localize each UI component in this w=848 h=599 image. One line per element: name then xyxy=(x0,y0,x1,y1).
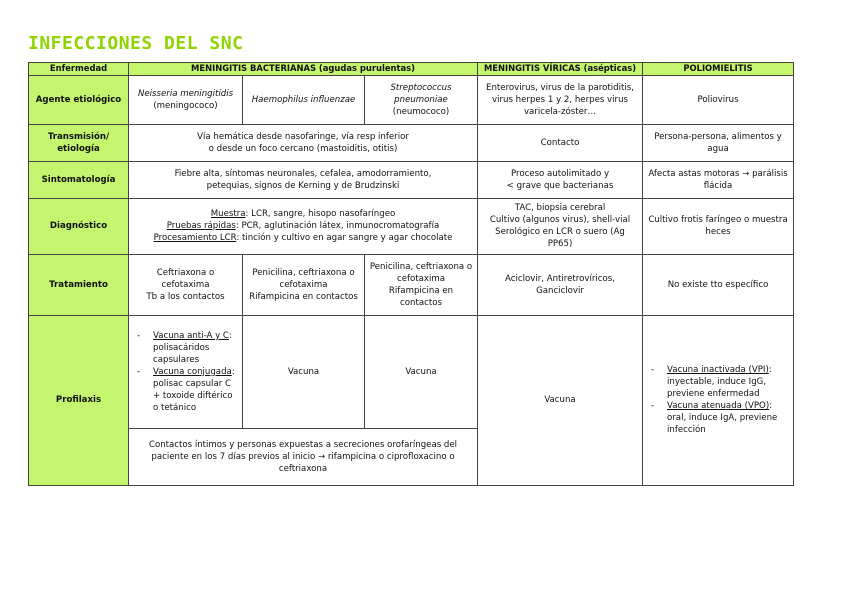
cell-profilaxis-viricas: Vacuna xyxy=(478,315,643,485)
haemophilus-name: Haemophilus influenzae xyxy=(251,94,356,105)
cell-agente-strepto xyxy=(365,75,478,124)
vacuna-conjugada-label: Vacuna conjugada xyxy=(153,366,232,377)
procesamiento-label: Procesamiento LCR xyxy=(153,233,237,244)
row-label-agente: Agente etiológico xyxy=(29,75,129,124)
cell-transmision-viricas: Contacto xyxy=(478,124,643,161)
row-label-profilaxis: Profilaxis xyxy=(29,315,129,485)
row-label-sintomatologia: Sintomatología xyxy=(29,161,129,198)
cell-agente-polio: Poliovirus xyxy=(643,75,794,124)
list-item xyxy=(133,330,238,366)
profilaxis-polio-list xyxy=(647,364,789,436)
cell-diagnostico-polio: Cultivo frotis faríngeo o muestra heces xyxy=(643,198,794,254)
transmision-line-1: Vía hemática desde nasofaringe, vía resp inferior xyxy=(197,131,409,142)
sintomatologia-viricas-line-2: < grave que bacterianas xyxy=(506,180,614,191)
list-item xyxy=(647,400,789,436)
row-agente xyxy=(29,75,794,124)
vacuna-atenuada-text: : oral, induce IgA, previene infección xyxy=(667,401,778,436)
cell-tratamiento-haemophilus xyxy=(243,254,365,315)
diagnostico-viricas-line-3: Serológico en LCR o suero (Ag PP65) xyxy=(495,227,625,250)
row-transmision xyxy=(29,124,794,161)
cell-tratamiento-viricas: Aciclovir, Antiretrovíricos, Ganciclovir xyxy=(478,254,643,315)
cell-agente-viricas: Enterovirus, virus de la parotiditis, virus herpes 1 y 2, herpes virus varicela-zóster… xyxy=(478,75,643,124)
pruebas-text: : PCR, aglutinación látex, inmunocromatografía xyxy=(235,221,440,232)
diagnostico-viricas-line-2: Cultivo (algunos virus), shell-vial xyxy=(489,215,631,226)
cell-profilaxis-strepto: Vacuna xyxy=(365,315,478,428)
procesamiento-text: : tinción y cultivo en agar sangre y agar chocolate xyxy=(236,233,453,244)
page-title: INFECCIONES DEL SNC xyxy=(28,33,244,54)
muestra-text: : LCR, sangre, hisopo nasofaríngeo xyxy=(245,209,396,220)
cell-transmision-bacterianas xyxy=(129,124,478,161)
row-label-diagnostico: Diagnóstico xyxy=(29,198,129,254)
cell-profilaxis-neisseria xyxy=(129,315,243,428)
header-polio: POLIOMIELITIS xyxy=(643,63,794,76)
list-item xyxy=(647,364,789,400)
tratamiento-neisseria-line-2: Tb a los contactos xyxy=(146,291,225,302)
sintomatologia-line-1: Fiebre alta, síntomas neuronales, cefalea, amodorramiento, xyxy=(174,168,432,179)
profilaxis-neisseria-list xyxy=(133,330,238,414)
cell-agente-neisseria xyxy=(129,75,243,124)
tratamiento-strepto-line-2: Rifampicina en contactos xyxy=(388,285,454,308)
tratamiento-haemophilus-line-1: Penicilina, ceftriaxona o cefotaxima xyxy=(252,267,355,290)
vacuna-anti-ac-label: Vacuna anti-A y C xyxy=(153,330,229,341)
vacuna-atenuada-label: Vacuna atenuada (VPO) xyxy=(667,401,770,412)
diagnostico-viricas-line-1: TAC, biopsia cerebral xyxy=(514,203,606,214)
cell-diagnostico-viricas xyxy=(478,198,643,254)
transmision-line-2: o desde un foco cercano (mastoiditis, otitis) xyxy=(208,143,398,154)
diagnostico-procesamiento xyxy=(133,232,473,244)
cell-sintomatologia-polio: Afecta astas motoras → parálisis flácida xyxy=(643,161,794,198)
strepto-common: (neumococo) xyxy=(392,106,450,117)
sintomatologia-viricas-line-1: Proceso autolimitado y xyxy=(510,168,610,179)
diagnostico-muestra xyxy=(133,208,473,220)
vacuna-anti-ac-text: : polisacáridos capsulares xyxy=(153,330,232,365)
cell-diagnostico-bacterianas xyxy=(129,198,478,254)
tratamiento-haemophilus-line-2: Rifampicina en contactos xyxy=(249,291,358,302)
header-enfermedad: Enfermedad xyxy=(29,63,129,76)
header-bacterianas: MENINGITIS BACTERIANAS (agudas purulentas) xyxy=(129,63,478,76)
cell-transmision-polio: Persona-persona, alimentos y agua xyxy=(643,124,794,161)
tratamiento-neisseria-line-1: Ceftriaxona o cefotaxima xyxy=(156,267,215,290)
sintomatologia-line-2: petequias, signos de Kerning y de Brudzinski xyxy=(206,180,400,191)
neisseria-name: Neisseria meningitidis xyxy=(137,88,234,99)
row-label-transmision: Transmisión/ etiología xyxy=(29,124,129,161)
row-tratamiento xyxy=(29,254,794,315)
cell-sintomatologia-bacterianas xyxy=(129,161,478,198)
neisseria-common: (meningococo) xyxy=(153,100,218,111)
snc-infections-table xyxy=(28,62,794,486)
diagnostico-pruebas xyxy=(133,220,473,232)
pruebas-label: Pruebas rápidas xyxy=(166,221,236,232)
cell-profilaxis-haemophilus: Vacuna xyxy=(243,315,365,428)
tratamiento-strepto-line-1: Penicilina, ceftriaxona o cefotaxima xyxy=(369,261,473,284)
cell-profilaxis-polio xyxy=(643,315,794,485)
vacuna-inactivada-text: : inyectable, induce IgG, previene enfermedad xyxy=(667,365,772,400)
cell-profilaxis-contactos: Contactos íntimos y personas expuestas a secreciones orofaríngeas del paciente en los 7 días previos al inicio → rifampicina o ciprofloxacino o ceftriaxona xyxy=(129,428,478,485)
vacuna-conjugada-text: : polisac capsular C + toxoide diftérico o tetánico xyxy=(153,366,235,413)
cell-tratamiento-strepto xyxy=(365,254,478,315)
muestra-label: Muestra xyxy=(210,209,246,220)
cell-agente-haemophilus xyxy=(243,75,365,124)
row-label-tratamiento: Tratamiento xyxy=(29,254,129,315)
row-sintomatologia xyxy=(29,161,794,198)
header-viricas: MENINGITIS VÍRICAS (asépticas) xyxy=(478,63,643,76)
vacuna-inactivada-label: Vacuna inactivada (VPI) xyxy=(667,365,769,376)
row-diagnostico xyxy=(29,198,794,254)
list-item xyxy=(133,366,238,414)
header-row xyxy=(29,63,794,76)
cell-sintomatologia-viricas xyxy=(478,161,643,198)
cell-tratamiento-polio: No existe tto específico xyxy=(643,254,794,315)
cell-tratamiento-neisseria xyxy=(129,254,243,315)
row-profilaxis xyxy=(29,315,794,428)
strepto-name: Streptococcus pneumoniae xyxy=(390,82,452,105)
